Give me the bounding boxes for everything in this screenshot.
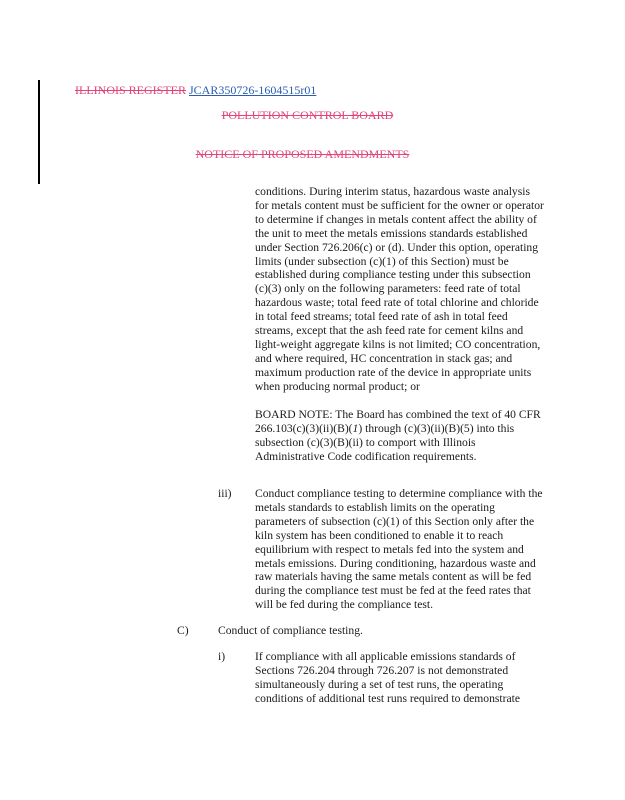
register-title-deleted: ILLINOIS REGISTER <box>75 83 186 97</box>
heading-conduct-testing: Conduct of compliance testing. <box>218 624 363 637</box>
board-title: POLLUTION CONTROL BOARD <box>221 108 394 122</box>
paragraph-interim-status: conditions. During interim status, hazardous waste analysis for metals content must be sufficient for the owner or operator to determine if changes in metals content affect the ability of the unit to meet the metals emissions standards established under Section 726.206(c) or (d). Under this option, operating limits (under subsection (c)(1) of this Section) must be established during compliance testing under this subsection (c)(3) only on the following parameters: feed rate of total hazardous waste; total feed rate of total chlorine and chloride in total feed streams; total feed rate of ash in total feed streams, except that the ash feed rate for cement kilns and light-weight aggregate kilns is not limited; CO concentration, and where required, HC concentration in stack gas; and maximum production rate of the device in appropriate units when producing normal product; or <box>255 185 544 393</box>
item-label-i: i) <box>218 650 226 663</box>
item-label-c: C) <box>177 624 189 637</box>
board-note-text-a: BOARD NOTE: The Board has combined the text of 40 CFR 266.103(c)(3)(ii)(B)( <box>255 408 541 435</box>
item-label-iii: iii) <box>218 487 232 500</box>
register-header <box>75 83 316 98</box>
paragraph-compliance-testing: Conduct compliance testing to determine compliance with the metals standards to establish limits on the operating parameters of subsection (c)(1) of this Section only after the kiln system has been conditioned to enable it to reach equilibrium with respect to metals fed into the system and metals emissions. During conditioning, hazardous waste and raw materials having the same metals content as will be fed during the compliance test must be fed at the feed rates that will be fed during the compliance test. <box>255 487 543 612</box>
board-note-italic: 1 <box>352 421 359 435</box>
paragraph-emissions-standards: If compliance with all applicable emissions standards of Sections 726.204 through 726.207 is not demonstrated simultaneously during a set of test runs, the operating conditions of additional test runs required to demonstrate <box>255 650 520 705</box>
register-id-inserted: JCAR350726-1604515r01 <box>189 83 317 97</box>
notice-title: NOTICE OF PROPOSED AMENDMENTS <box>195 147 410 161</box>
board-note-text-b: ) through (c)(3)(ii)(B)(5) into this subsection (c)(3)(B)(ii) to comport with Illinois Administrative Code codification requirements. <box>255 421 515 463</box>
revision-change-bar <box>38 80 40 184</box>
board-note <box>255 408 545 464</box>
